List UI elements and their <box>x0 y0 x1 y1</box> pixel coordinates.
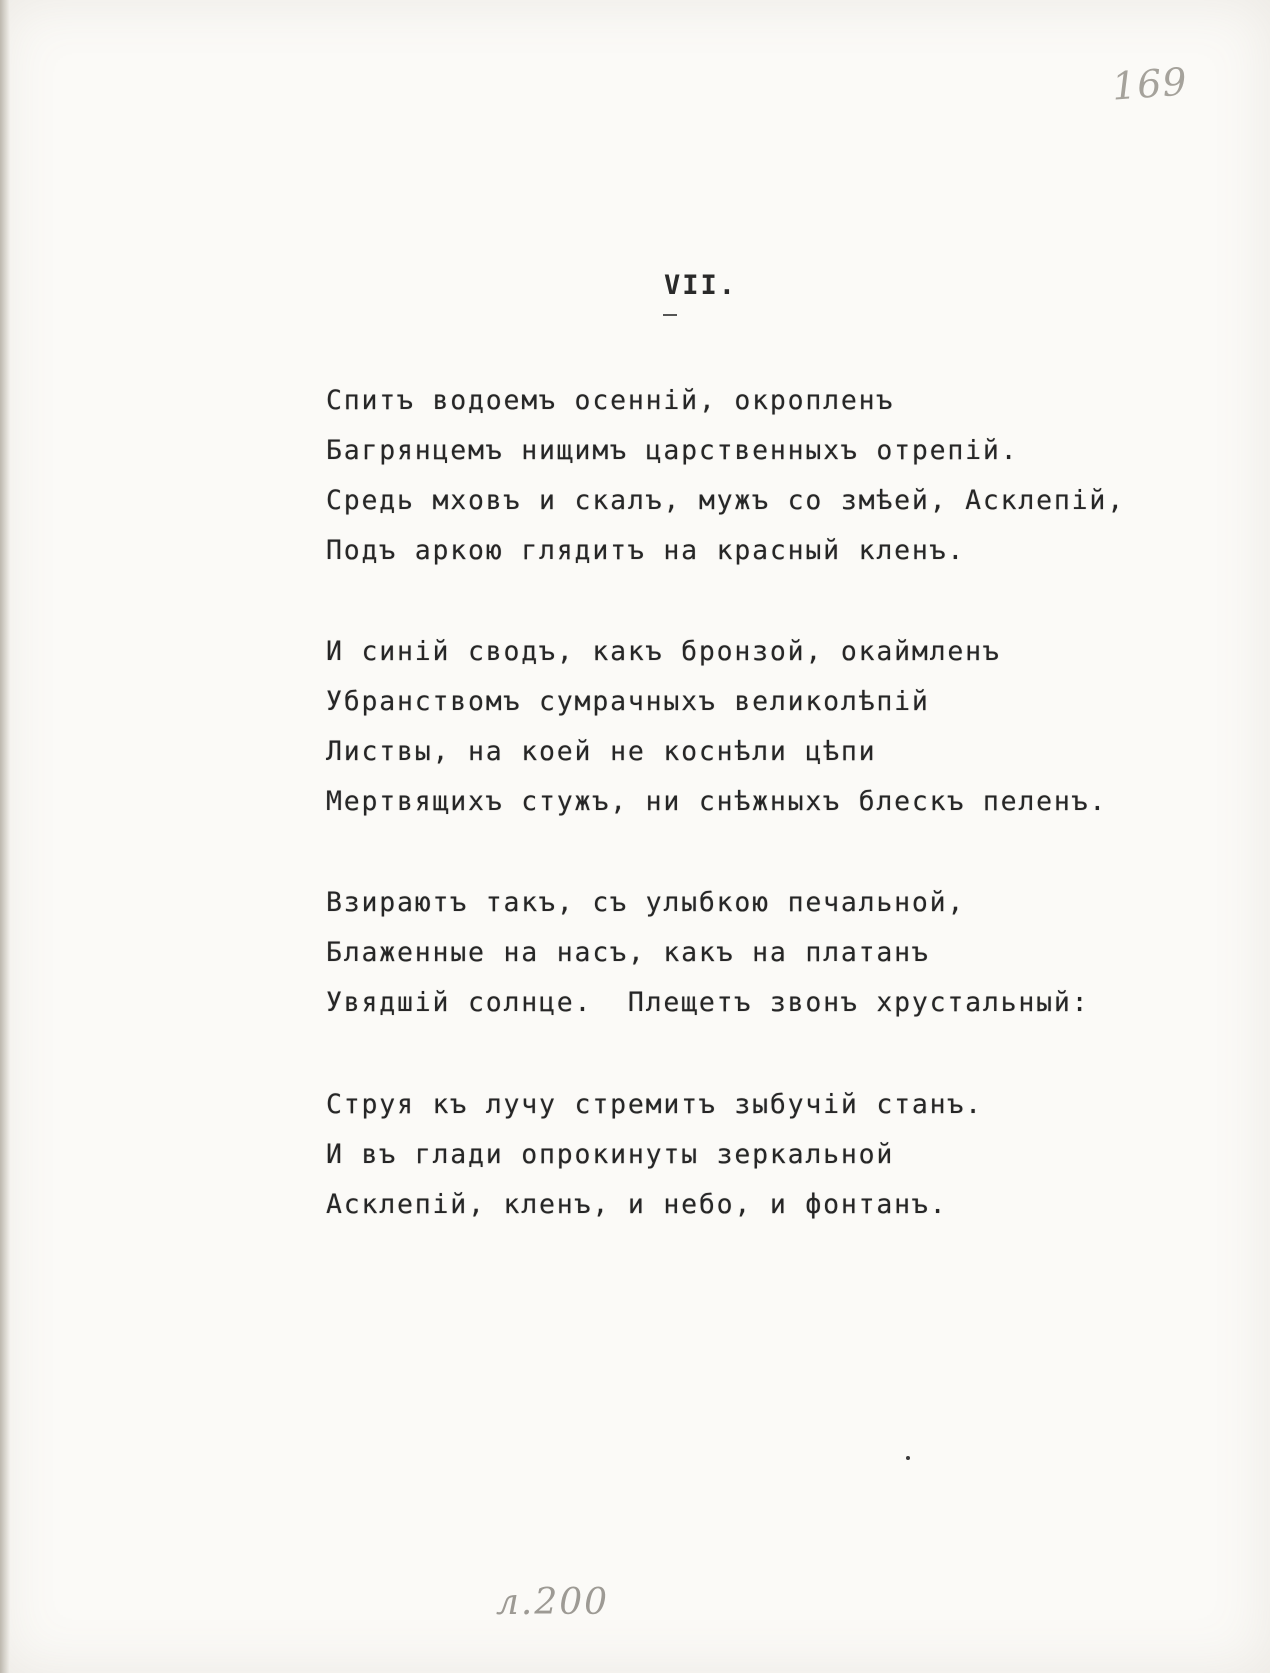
poem-line: Струя къ лучу стремитъ зыбучій станъ. <box>326 1089 983 1120</box>
stanza-4 <box>326 1080 1206 1230</box>
poem-line: Увядшій солнце. Плещетъ звонъ хрустальный: <box>326 987 1090 1018</box>
archive-mark: л.200 <box>496 1582 610 1623</box>
poem-line: Подъ аркою глядитъ на красный кленъ. <box>326 535 966 566</box>
poem-line: Средь мховъ и скалъ, мужъ со змѣей, Асклепій, <box>326 485 1125 516</box>
poem-line: Блаженные на насъ, какъ на платанъ <box>326 937 930 968</box>
poem-line: Убранствомъ сумрачныхъ великолѣпій <box>326 686 930 717</box>
poem-line: И синій сводъ, какъ бронзой, окаймленъ <box>326 636 1001 667</box>
title-underline <box>663 314 677 316</box>
poem-line: И въ глади опрокинуты зеркальной <box>326 1139 895 1170</box>
folio-number: 169 <box>1110 59 1189 109</box>
poem-line: Багрянцемъ нищимъ царственныхъ отрепій. <box>326 435 1019 466</box>
stanza-1 <box>326 376 1206 576</box>
stanza-3 <box>326 878 1206 1028</box>
poem-line: Листвы, на коей не коснѣли цѣпи <box>326 736 877 767</box>
poem-line: Взираютъ такъ, съ улыбкою печальной, <box>326 887 966 918</box>
ink-speck <box>906 1456 910 1460</box>
stanza-2 <box>326 627 1206 827</box>
scan-edge <box>0 0 10 1673</box>
section-title: VII. <box>664 270 738 301</box>
poem-body <box>326 376 1206 1230</box>
poem-line: Спитъ водоемъ осенній, окропленъ <box>326 385 895 416</box>
poem-line: Асклепій, кленъ, и небо, и фонтанъ. <box>326 1189 948 1220</box>
poem-line: Мертвящихъ стужъ, ни снѣжныхъ блескъ пеленъ. <box>326 786 1108 817</box>
